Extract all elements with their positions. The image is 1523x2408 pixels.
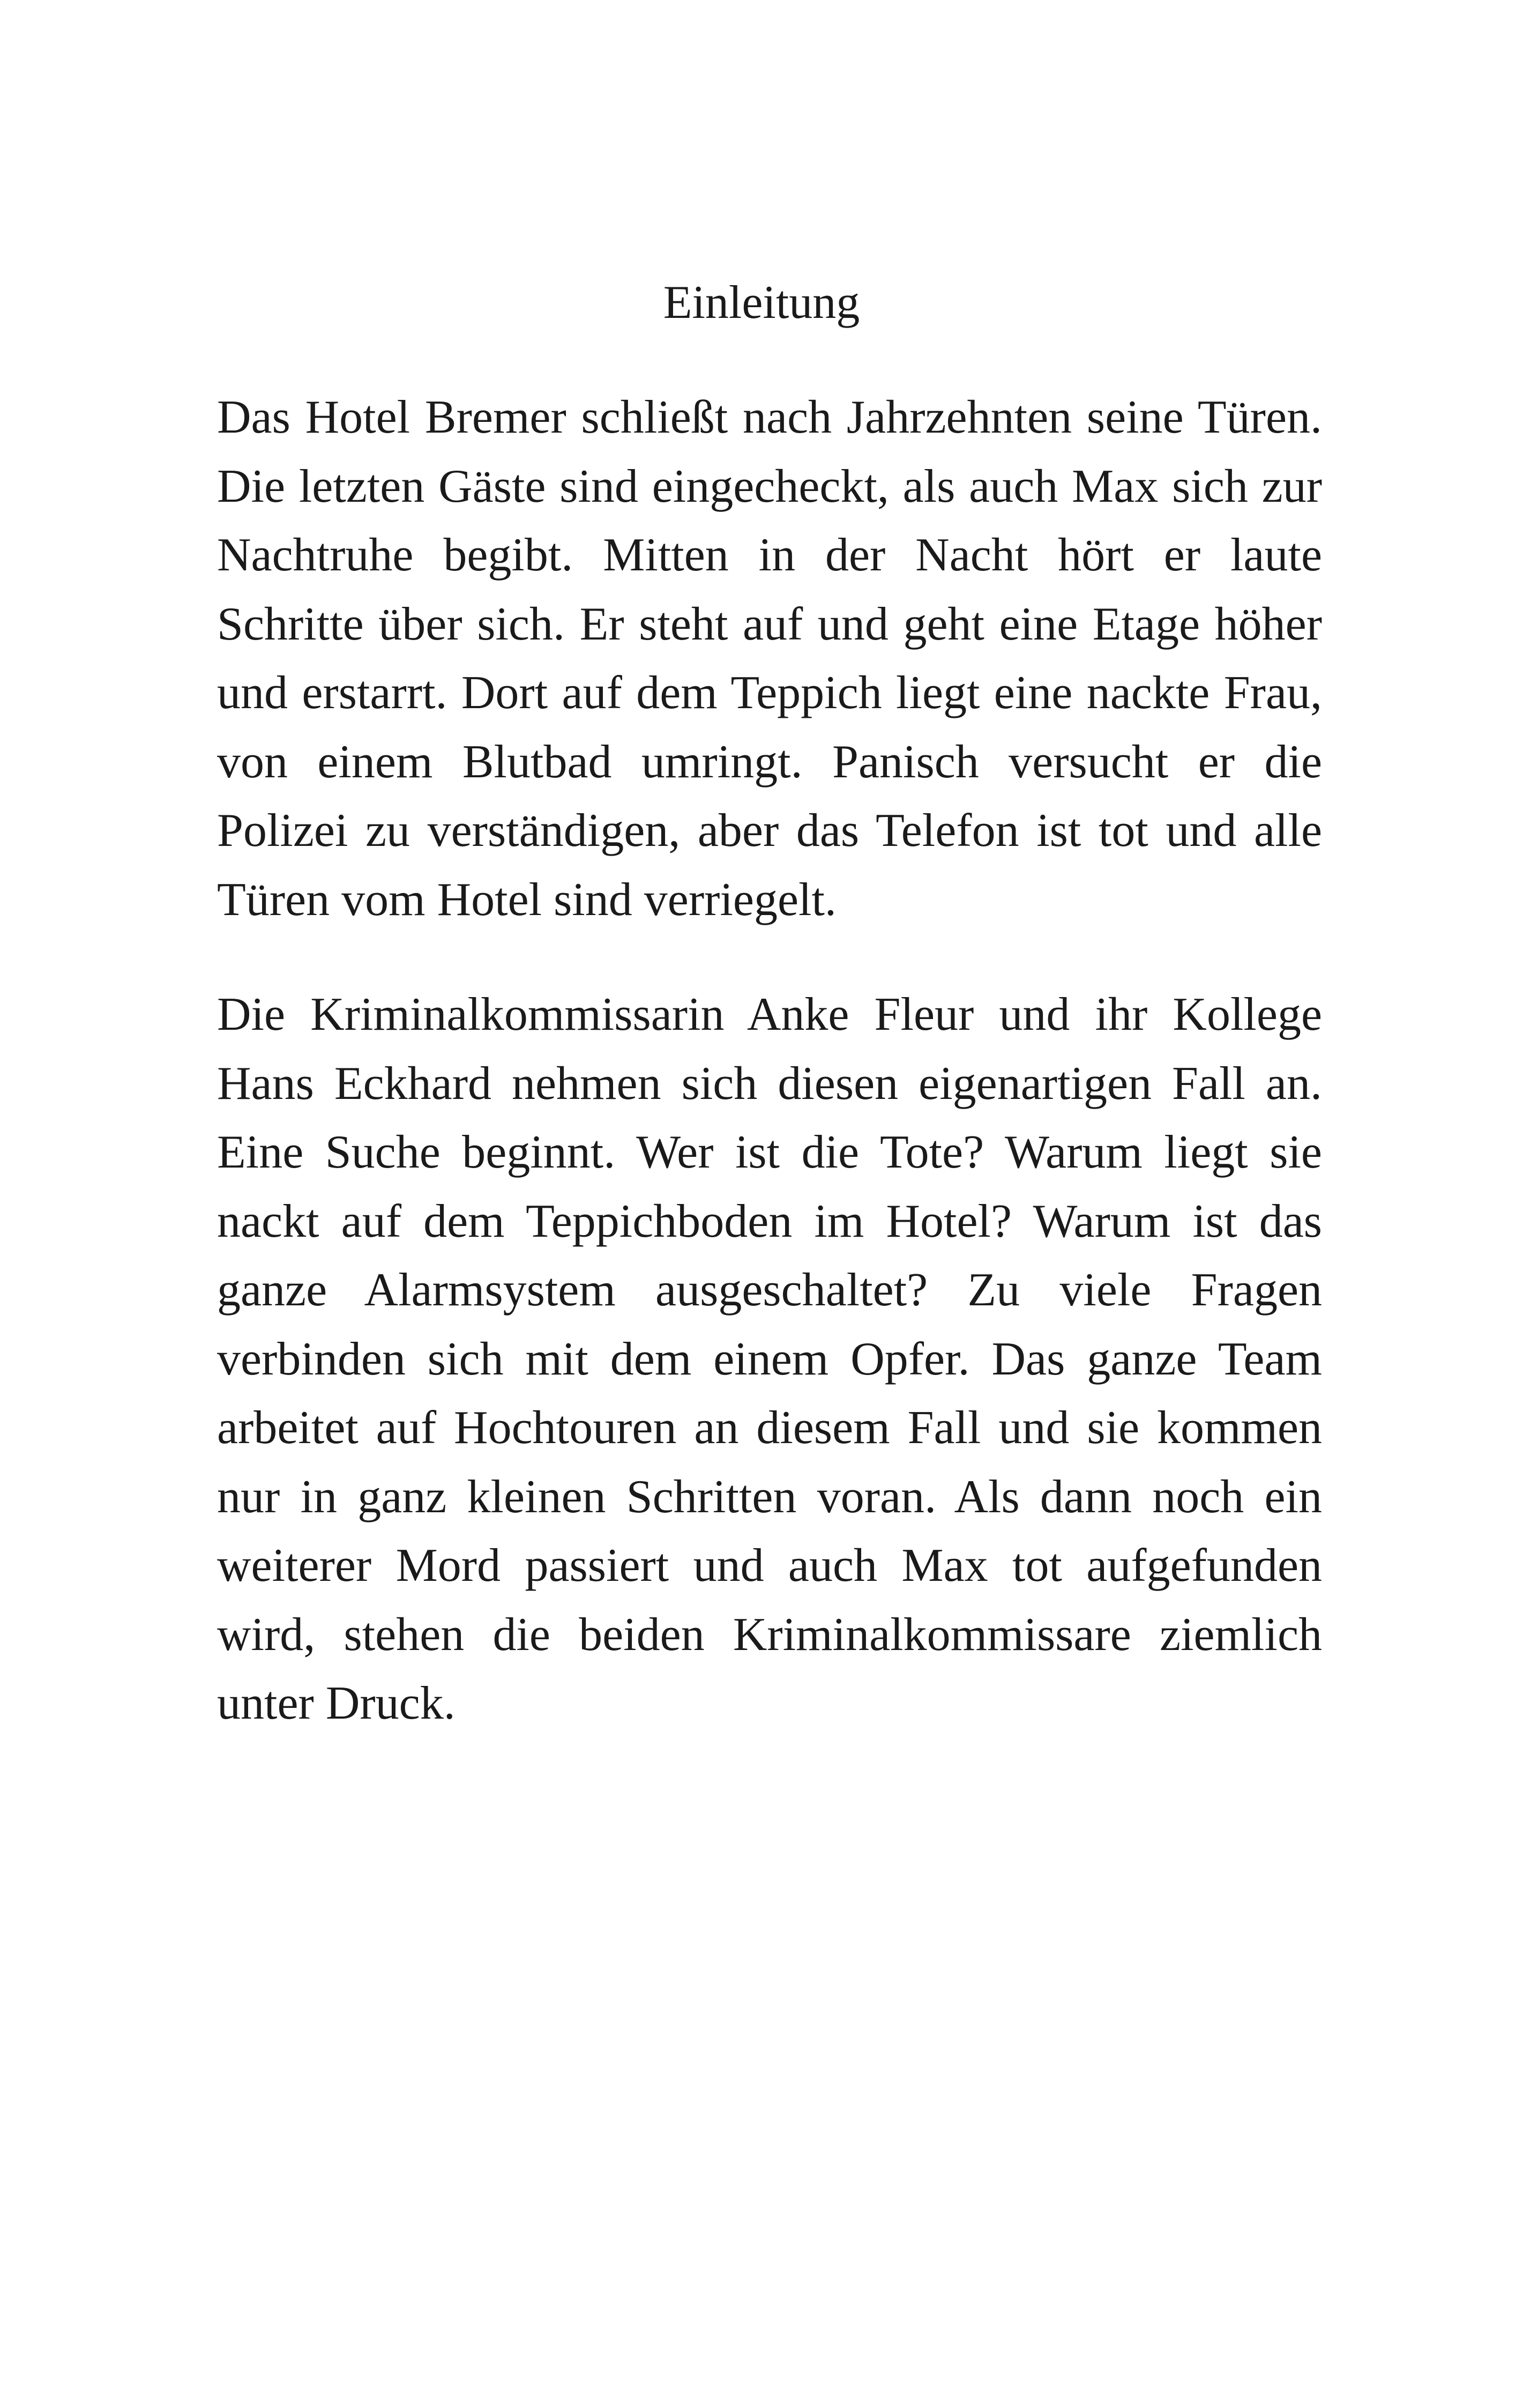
paragraph-investigation: Die Kriminalkommissarin Anke Fleur und ihr Kollege Hans Eckhard nehmen sich diesen eigenartigen Fall an. Eine Suche beginnt. Wer ist die Tote? Warum liegt sie nackt auf dem Teppichboden im Hotel? Warum ist das ganze Alarmsystem ausgeschaltet? Zu viele Fragen verbinden sich mit dem einem Opfer. Das ganze Team arbeitet auf Hochtouren an diesem Fall und sie kommen nur in ganz kleinen Schritten voran. Als dann noch ein weiterer Mord passiert und auch Max tot aufgefunden wird, stehen die beiden Kriminalkommissare ziemlich unter Druck. xyxy=(217,989,1322,1729)
chapter-title: Einleitung xyxy=(663,277,860,329)
paragraph-intro: Das Hotel Bremer schließt nach Jahrzehnten seine Türen. Die letzten Gäste sind eingecheckt, als auch Max sich zur Nachtruhe begibt. Mitten in der Nacht hört er laute Schritte über sich. Er steht auf und geht eine Etage höher und erstarrt. Dort auf dem Teppich liegt eine nackte Frau, von einem Blutbad umringt. Panisch versucht er die Polizei zu verständigen, aber das Telefon ist tot und alle Türen vom Hotel sind verriegelt. xyxy=(217,391,1322,926)
chapter-body xyxy=(217,383,1322,1738)
